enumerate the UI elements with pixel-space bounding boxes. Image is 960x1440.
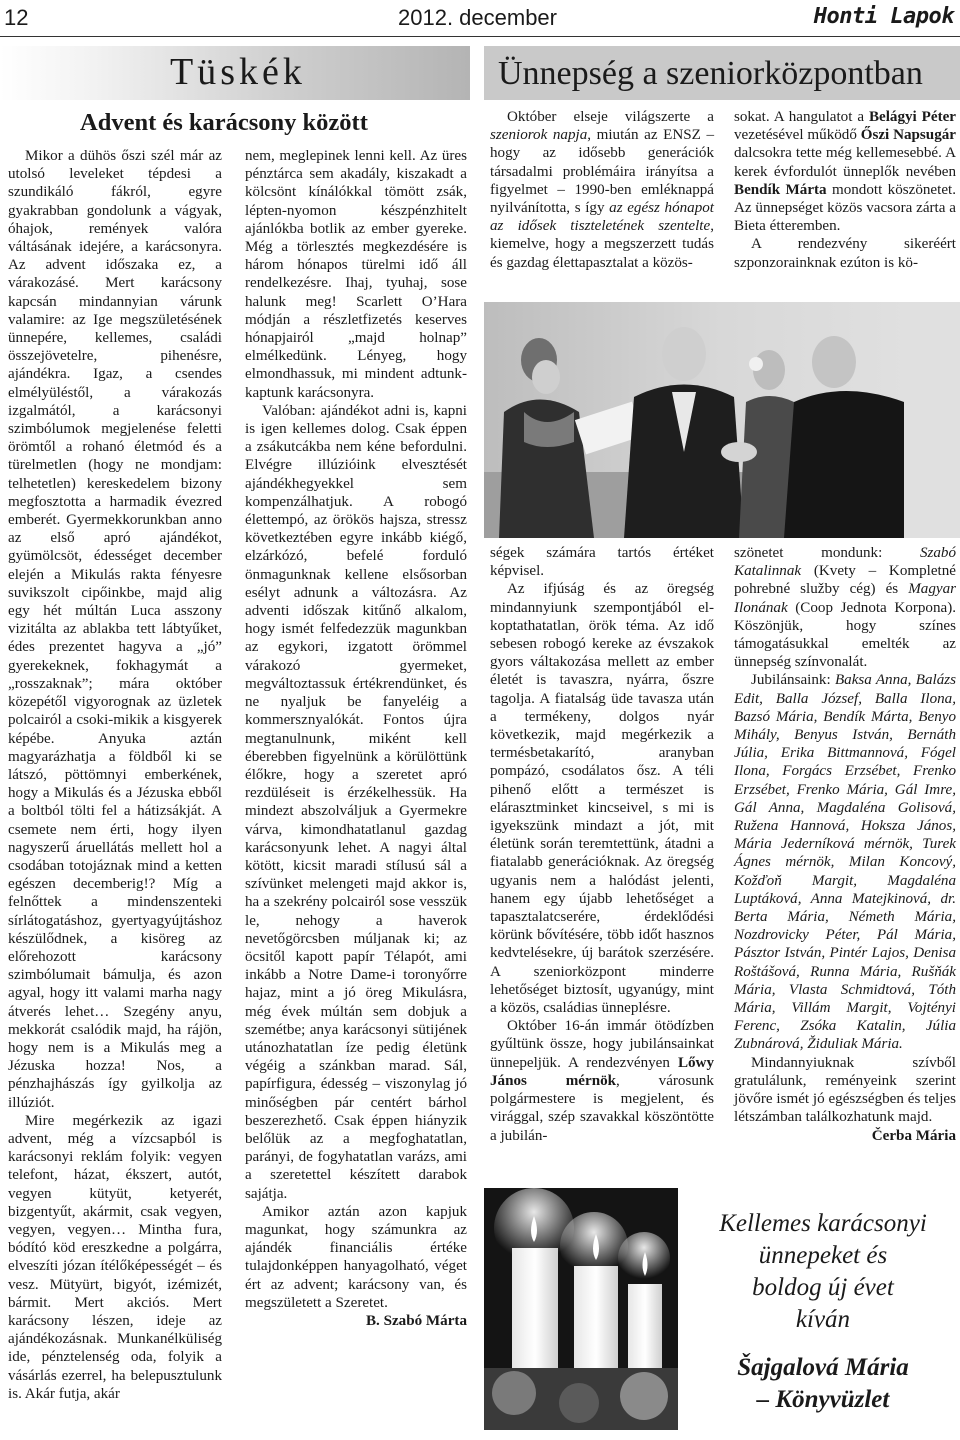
- paragraph: Amikor aztán azon kapjuk magunkat, hogy számunkra az ajándék financiális értéke tulajdonképpen hanyagolható, véget ért az advent; karácsony van, és megszületett a Szeretet.: [245, 1203, 467, 1311]
- paragraph: sokat. A hangulatot a Belágyi Péter vezetésével működő Őszi Napsugár dalcsokra tette még kellemesebbé. A kerek évfordulót ünneplők nevében Bendík Márta mondott köszönetet. Az ünnepséget közös vacsora zárta a Bieta étteremben.: [734, 109, 956, 235]
- paragraph: nem, meglepinek lenni kell. Az üres pénztárca sem akadály, kiszakadt a kölcsönt kínálókkal tömött zsák, lépten-nyomon készpénzhitelt ajánlókba botlik az ember gyereke. Még a törlesztés megkezdésére is három hónapos türelmi idő áll rendelkezésre. Ihaj, tyuhaj, sose halunk meg! Scarlett O’Hara módján a részletfizetés keserves hónapjairól „majd holnap” elmélkedünk. Lényeg, hogy elmondhassuk, mi mindent adtunk-kaptunk karácsonyra.: [245, 148, 467, 401]
- paragraph: Valóban: ajándékot adni is, kapni is igen kellemes dolog. Csak éppen a zsákutcákba nem kéne befordulni. Elvégre illúzióink elvesztését ajándékhegyekkel sem kompenzálhatjuk. A robogó élettempó, az örökös hajsza, stressz következtében egyre inkább kiégő, elzárkózó, befelé forduló önmagunknak kellene elsősorban esélyt adnunk a változásra. Az adventi időszak kitűnő alkalom, hogy ismét felfedezzük magunkban az egykori, izgatott örömmel várakozó gyermeket, megváltoztassuk értékrendünket, és ne nyaljuk be fanyeléig a kommersznyalókát. Fontos újra megtanulnunk, miként kell éberebben figyelnünk a körülöttünk élőkre, hogy a szeretet apró rezdüléseit is érzékelhessük. Ha mindezt abszolváljuk a Gyermekre várva, kimondhatatlanul gazdag karácsonyunk lehet. A nagyi által kötött, kicsit maradi stílusú sál a szívünket melengeti majd akkor is, ha a szekrény polcairól sose vesszük le, nehogy a haverok nevetőgörcsben múljanak ki; az öcsitől kapott papír Télapót, ami inkább a Notre Dame-i toronyőrre hajaz, mint a jó öreg Mikulásra, még évek múltán sem dobjuk a szemétbe; anya karácsonyi sütijének utánozhatatlan íze pedig életünk végéig a szánkban marad. Sál, papírfigura, édesség – viszonylag jó minőségben pár centért bárhol beszerezhető. Csak éppen hiányzik belőlük az a megfoghatatlan, parányi, de fogyhatatlan varázs, ami a szeretettel készített darabok sajátja.: [245, 402, 467, 1202]
- paragraph: Mikor a dühös őszi szél már az utolsó leveleket tépdesi a szundikáló fákról, egyre gyakrabban gondolunk a vágyak, óhajok, remények valóra váltásának idejére, a karácsonyra. Az advent időszaka ez, a várakozásé. Mert karácsony kapcsán mindannyian várunk valamire: az Ige megszületésének ünnepére, kellemes, családi összejövetelre, pihenésre, ajándékra. Igaz, a csendes elmélyüléstől, a várakozás izgalmától, a karácsonyi szimbólumok megjelenése feletti örömtől a rohanó életmód és a türelmetlen (hogy ne mondjam: telhetetlen) kereskedelem bizony megfosztotta a harmadik évezred emberét. Gyermekkorunkban anno az első apró ajándékot, gyümölcsöt, édességet december elején a Mikulás rakta fényesre suvikszolt cipőinkbe, majd alig egy hét múltán Luca asszony vizitálta az ablakba tett lábtyűket, édes prezentet hagyva a „jó” gyerekeknek, fokhagymát a „rosszaknak”; mára október közepétől vigyorognak az üzletek polcairól a csoki-mikik a kisgyerek képébe. Anyuka aztán magyarázhatja a földből ki se látszó, pöttömnyi emberkének, hogy a Mikulás és a Jézuska ebből a boltból tölti fel a hátizsákját. A csemete nem érti, hogy ilyen nagyszerű áruellátás mellett hol a csodában totojáznak mind a ketten egészen decemberig!? Míg a felnőttek a mindenszenteki sírlátogatáshoz, gyertyagyújtáshoz készülődnek, a kisöreg az előrehozott karácsony szimbólumait bámulja, és azon agyal, hogy itt valami marha nagy átverés lehet… Szegény anyu, mekkorát csalódik majd, ha rájön, hogy nem is a Mikulás meg a Jézuska hozza! Nos, a pénzhajhászás így gyilkolja az illúziót.: [8, 148, 222, 1111]
- greeting-sender: – Könyvüzlet: [756, 1386, 890, 1413]
- candles-image: [484, 1188, 678, 1430]
- ceremony-photo: [484, 302, 960, 538]
- senior-column-4-top: [734, 108, 956, 272]
- greeting-sender: Šajgalová Mária: [737, 1354, 909, 1381]
- article-title-senior: Ünnepség a szeniorközpontban: [498, 55, 923, 92]
- publication-name: Honti Lapok: [813, 4, 954, 29]
- greeting-line: boldog új évet: [752, 1274, 894, 1301]
- paragraph: Mindannyiuknak szívből gratulálunk, reményeink szerint jövőre ismét jó egészségben és teljes létszámban találkozhatunk majd.: [734, 1054, 956, 1126]
- christmas-greeting: [686, 1208, 960, 1416]
- greeting-line: kíván: [795, 1306, 851, 1333]
- section-kicker: Tüskék: [170, 51, 306, 93]
- senior-column-3-top: [490, 108, 714, 272]
- greeting-line: Kellemes karácsonyi: [719, 1210, 927, 1237]
- author-signature: Čerba Mária: [871, 1127, 956, 1144]
- issue-date: 2012. december: [398, 5, 557, 30]
- page-header: [0, 0, 960, 36]
- greeting-line: ünnepeket és: [758, 1242, 888, 1269]
- paragraph: Október 16-án immár ötödízben gyűltünk össze, hogy jubilánsainkat ünnepeljük. A rendezvényen Lőwy János mérnök, városunk polgármestere is megjelent, és virággal, szép szavakkal köszöntötte a jubilán-: [490, 1018, 714, 1144]
- paragraph: Mire megérkezik az igazi advent, még a vízcsapból is karácsonyi reklám folyik: vegyen telefont, házat, ékszert, autót, vegyen kütyüt, ketyerét, bizgentyűt, akármit, csak vegyen, vegyen, vegyen… Mintha fura, bódító köd ereszkedne a polgárra, elveszíti józan ítélőképességét – és vesz. Mütyürt, bigyót, izémizét, bármit. Mert akciós. Mert karácsony lészen, ideje az ajándékozásnak. Munkanélküliség ide, pénztelenség oda, folyik a vásárlás ezerrel, ha belepusztulunk is. Akár futja, akár: [8, 1112, 222, 1402]
- paragraph: Jubilánsaink: Baksa Anna, Balázs Edit, Balla József, Balla Ilona, Bazsó Mária, Bendík Márta, Benyo Mihály, Benyus István, Bernáth Júlia, Erika Bittmannová, Fógel Ilona, Forgács Erzsébet, Frenko Erzsébet, Frenko Mária, Gál Imre, Gál Anna, Magdaléna Golisová, Ružena Hannová, Hoksza János, Mária Jederníková mérnök, Turek Ágnes mérnök, Milan Koncový, Kožďoň Margit, Magdaléna Luptáková, Anna Matejkinová, dr. Berta Mária, Németh Mária, Nozdrovicky Péter, Pál Mária, Pásztor István, Pintér Lajos, Denisa Roštášová, Runna Mária, Rušňák Mária, Vlasta Schmidtová, Tóth Mária, Villám Margit, Vojtényi Ferenc, Zsóka Katalin, Júlia Zubnárová, Židuliak Mária.: [734, 672, 956, 1053]
- header-rule: [0, 36, 960, 37]
- paragraph: ségek számára tartós értéket képvisel.: [490, 545, 714, 580]
- article-column-1: [8, 147, 222, 1403]
- author-signature: B. Szabó Márta: [365, 1313, 467, 1329]
- paragraph: szönetet mondunk: Szabó Katalinnak (Kvety – Kompletné pohrebné služby cég) és Magyar Ilonának (Coop Jednota Korpona). Köszönjük, hogy színes támogatásukkal emelték az ünnepség színvonalát.: [734, 545, 956, 671]
- paragraph: Az ifjúság és az öregség mindannyiunk szempontjából el-koptathatatlan, örök téma. Az idő sebesen robogó kereke az évszakok gyors váltakozása mellett az ember életét is tavaszra, nyárra, őszre tagolja. A fiatalság üde tavasza után a termékeny, dolgos nyár következik, majd megérkezik a termésbetakarító, aranyban pompázó, csodálatos ősz. A téli pihenő előtt a természet is elárasztminket kincseivel, s mi is igyekszünk mindazt a jót, mit életünk során teremtettünk, átadni a fiatalabb generációknak. Az öregség ugyanis nem a halódást jelenti, hanem egy újabb lehetőséget a tapasztalatcserére, érdeklődési körünk bővítésére, több időt hasznos kedvtelésekre, új barátok szerzésére. A szeniorközpont minderre lehetőséget biztosít, ugyanúgy, mint a közös, családias ünneplésre.: [490, 581, 714, 1017]
- paragraph: A rendezvény sikeréért szponzorainknak ezúton is kö-: [734, 236, 956, 271]
- article-title-advent: Advent és karácsony között: [80, 109, 368, 136]
- page-number: 12: [4, 5, 29, 30]
- paragraph: Október elseje világszerte a szeniorok napja, miután az ENSZ – hogy az idősebb generációk társadalmi problémáira irányítsa a figyelmet – 1990-ben emléknappá nyilvánította, s így az egész hónapot az idősek tiszteletének szentelte, kiemelve, hogy a megszerzett tudás és gazdag élettapasztalat a közös-: [490, 109, 714, 271]
- senior-column-3-bottom: [490, 544, 714, 1145]
- senior-column-4-bottom: [734, 544, 956, 1145]
- article-column-2: [245, 147, 467, 1330]
